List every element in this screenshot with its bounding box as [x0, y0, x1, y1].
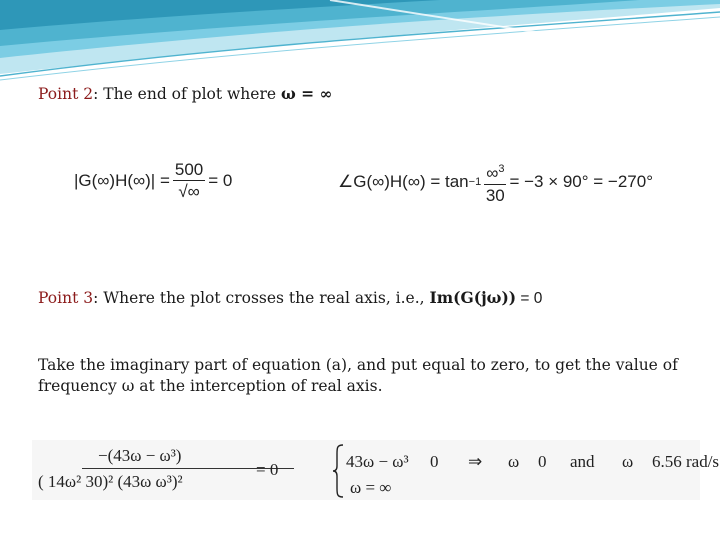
scan-equals-zero: = 0 [256, 460, 279, 479]
scan-value: 6.56 rad/s [652, 452, 720, 471]
angle-equation [338, 160, 653, 205]
angle-fraction [484, 160, 506, 205]
scan-omega1: ω [508, 452, 520, 471]
magnitude-numerator: 500 [174, 160, 204, 179]
angle-numerator-base: ∞ [486, 163, 499, 183]
scan-numerator: −(43ω − ω³) [98, 446, 182, 465]
scan-case1-zero: 0 [430, 452, 439, 471]
magnitude-equation [74, 160, 232, 201]
implies-arrow-icon: ⇒ [468, 452, 483, 471]
magnitude-denominator: √∞ [178, 182, 200, 201]
point3-label: Point 3 [38, 289, 94, 307]
point2-text: : The end of plot where [93, 85, 281, 103]
point3-text: : Where the plot crosses the real axis, i.e., [93, 289, 430, 307]
scan-case1: 43ω − ω³ [346, 452, 409, 471]
scan-zero1: 0 [538, 452, 547, 471]
angle-lhs: ∠G(∞)H(∞) = tan [338, 172, 469, 192]
scan-case2: ω = ∞ [350, 478, 392, 497]
point3-condition: Im(G(jω)) [429, 288, 517, 307]
angle-lhs-superscript: −1 [468, 176, 482, 189]
scan-denominator: ( 14ω² 30)² (43ω ω³)² [38, 472, 183, 491]
scanned-equation-image [32, 440, 720, 500]
angle-rhs: = −3 × 90° = −270° [509, 172, 654, 192]
scan-and: and [570, 452, 595, 471]
magnitude-lhs: |G(∞)H(∞)| = [74, 170, 170, 190]
left-brace-icon [332, 444, 344, 498]
angle-numerator-exponent: 3 [498, 163, 505, 175]
header-swoosh-decoration [0, 0, 720, 90]
point2-label: Point 2 [38, 85, 94, 103]
angle-denominator: 30 [485, 185, 505, 205]
scan-omega2: ω [622, 452, 634, 471]
point2-condition: ω = ∞ [280, 84, 333, 103]
instruction-paragraph: Take the imaginary part of equation (a), and put equal to zero, to get the value of frequency ω at the interception of real axis. [38, 356, 678, 395]
point3-heading [38, 288, 542, 308]
angle-numerator [484, 160, 506, 185]
magnitude-fraction [173, 160, 205, 201]
point2-heading [38, 84, 332, 103]
magnitude-rhs: = 0 [208, 170, 233, 190]
point3-condition-tail: = 0 [516, 290, 543, 307]
